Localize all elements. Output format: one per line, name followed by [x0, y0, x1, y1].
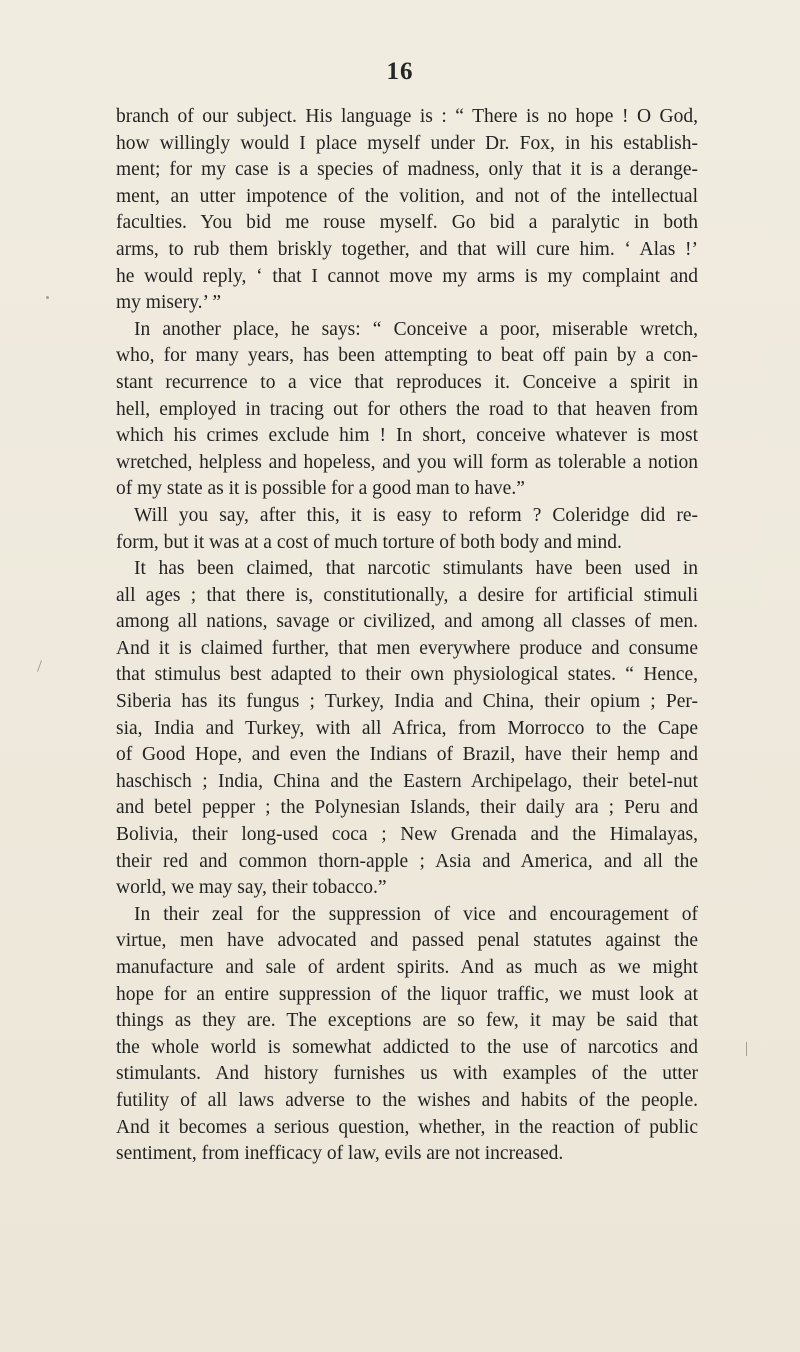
text-line: who, for many years, has been attempting to beat off pain by a con- — [116, 345, 698, 367]
text-line: branch of our subject. His language is : “ There is no hope ! O God, — [116, 106, 698, 127]
text-line: It has been claimed, that narcotic stimulants have been used in — [134, 558, 698, 580]
page-number: 16 — [386, 58, 414, 85]
text-line: In their zeal for the suppression of vice and encouragement of — [134, 903, 698, 925]
text-line: stimulants. And history furnishes us with examples of the utter — [116, 1063, 698, 1085]
text-line: that stimulus best adapted to their own physiological states. “ Hence, — [116, 664, 698, 686]
text-line: ment, an utter impotence of the volition, and not of the intellectual — [116, 185, 698, 207]
text-line: hell, employed in tracing out for others the road to that heaven from — [116, 398, 698, 420]
margin-tick — [746, 1042, 747, 1056]
margin-speck — [46, 296, 49, 299]
text-line: world, we may say, their tobacco.” — [116, 877, 387, 899]
text-line: how willingly would I place myself under Dr. Fox, in his establish- — [116, 132, 698, 154]
text-line: my misery.’ ” — [116, 292, 222, 314]
margin-tick — [37, 660, 42, 672]
text-line: Will you say, after this, it is easy to reform ? Coleridge did re- — [134, 504, 698, 526]
text-line: he would reply, ‘ that I cannot move my arms is my complaint and — [116, 265, 698, 287]
text-line: which his crimes exclude him ! In short, conceive whatever is most — [116, 425, 698, 447]
text-line: futility of all laws adverse to the wishes and habits of the people. — [116, 1089, 698, 1111]
text-line: form, but it was at a cost of much torture of both body and mind. — [116, 531, 622, 553]
text-line: and betel pepper ; the Polynesian Islands, their daily ara ; Peru and — [116, 797, 698, 819]
text-line: Siberia has its fungus ; Turkey, India and China, their opium ; Per- — [116, 691, 698, 713]
text-line: haschisch ; India, China and the Eastern Archipelago, their betel-nut — [116, 770, 698, 792]
text-line: among all nations, savage or civilized, and among all classes of men. — [116, 611, 698, 633]
text-line: Bolivia, their long-used coca ; New Grenada and the Himalayas, — [116, 824, 698, 846]
text-line: virtue, men have advocated and passed penal statutes against the — [116, 930, 698, 952]
text-line: ment; for my case is a species of madness, only that it is a derange- — [116, 159, 698, 181]
text-line: And it is claimed further, that men everywhere produce and consume — [116, 637, 698, 659]
text-line: their red and common thorn-apple ; Asia and America, and all the — [116, 850, 698, 872]
text-line: sia, India and Turkey, with all Africa, from Morrocco to the Cape — [116, 717, 698, 739]
text-line: of my state as it is possible for a good man to have.” — [116, 478, 525, 500]
text-line: of Good Hope, and even the Indians of Brazil, have their hemp and — [116, 744, 698, 766]
text-line: sentiment, from inefficacy of law, evils are not increased. — [116, 1143, 564, 1165]
text-line: all ages ; that there is, constitutionally, a desire for artificial stimuli — [116, 584, 698, 606]
body-text — [116, 104, 698, 1168]
text-line: wretched, helpless and hopeless, and you will form as tolerable a notion — [116, 451, 698, 473]
text-line: hope for an entire suppression of the liquor traffic, we must look at — [116, 983, 698, 1005]
text-line: things as they are. The exceptions are so few, it may be said that — [116, 1010, 698, 1032]
text-line: stant recurrence to a vice that reproduces it. Conceive a spirit in — [116, 371, 698, 393]
text-line: faculties. You bid me rouse myself. Go bid a paralytic in both — [116, 212, 698, 234]
text-line: And it becomes a serious question, whether, in the reaction of public — [116, 1116, 698, 1138]
text-line: In another place, he says: “ Conceive a poor, miserable wretch, — [134, 318, 698, 340]
text-line: manufacture and sale of ardent spirits. And as much as we might — [116, 957, 698, 978]
text-line: arms, to rub them briskly together, and that will cure him. ‘ Alas !’ — [116, 238, 698, 260]
text-line: the whole world is somewhat addicted to the use of narcotics and — [116, 1036, 698, 1058]
